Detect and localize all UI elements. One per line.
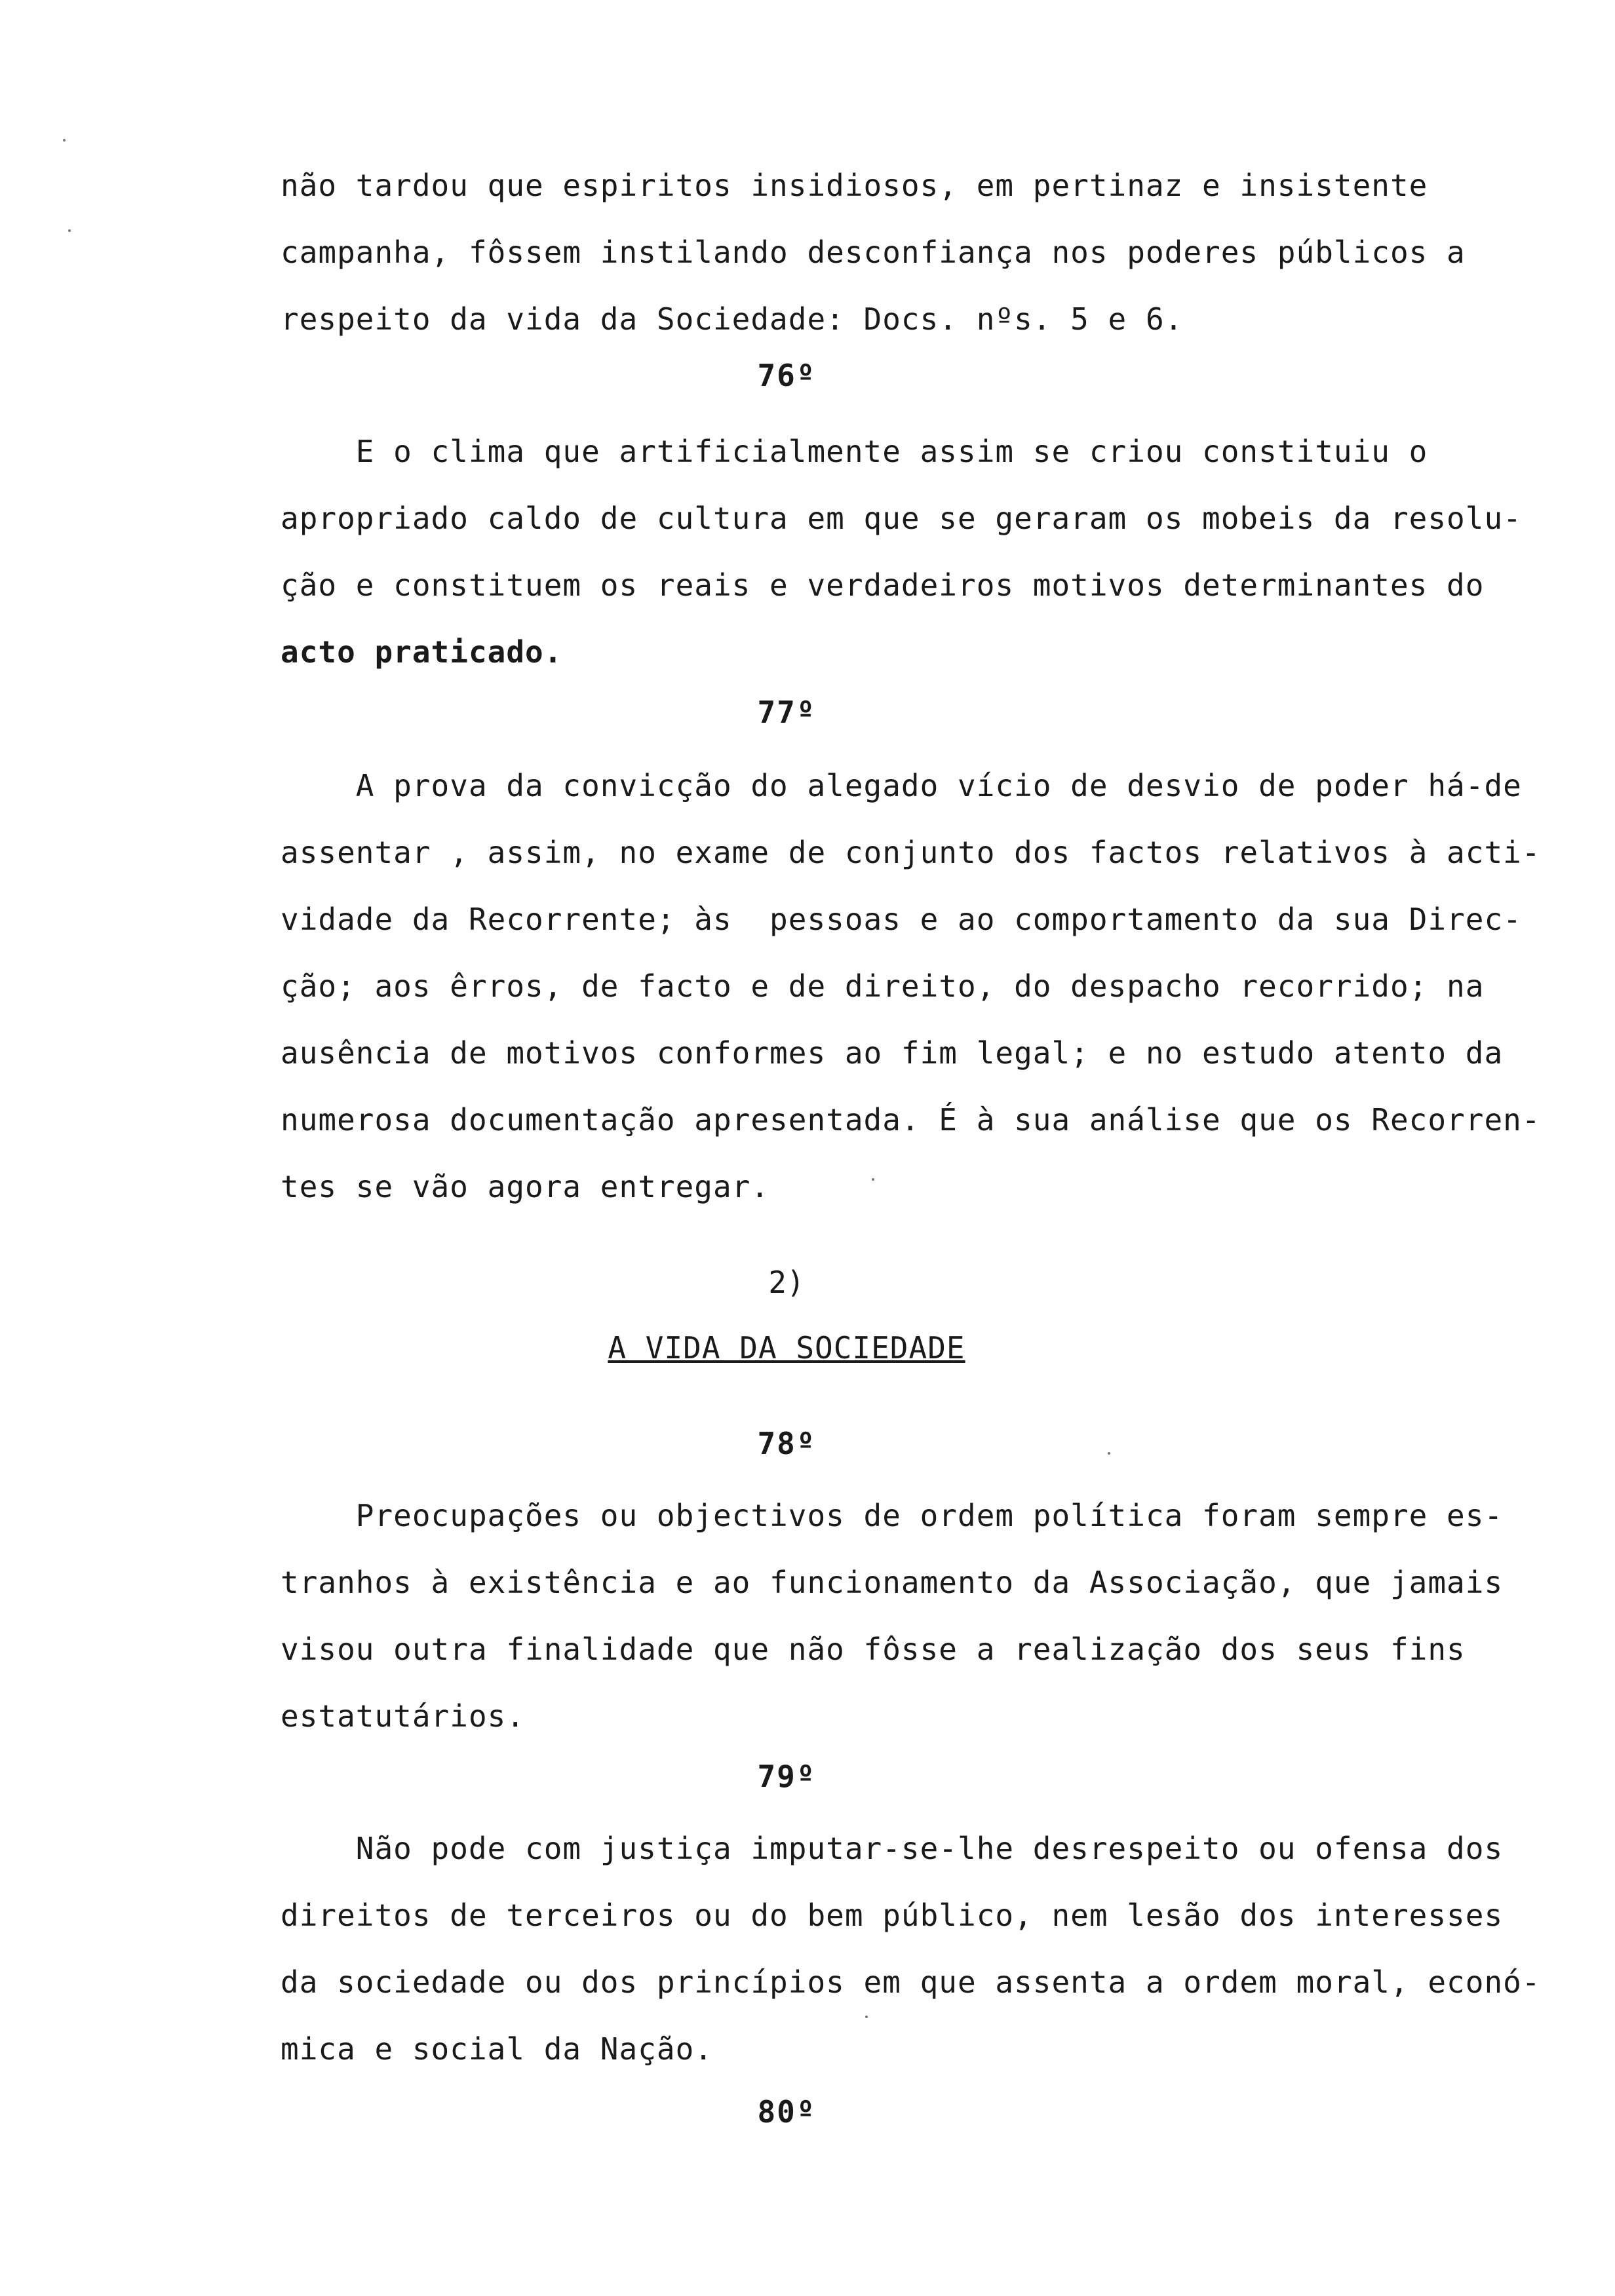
paragraph-number-79: 79º	[757, 1759, 816, 1794]
text-line: A prova da convicção do alegado vício de desvio de poder há-de	[281, 768, 1522, 803]
text-line: direitos de terceiros ou do bem público, nem lesão dos interesses	[281, 1898, 1504, 1933]
scan-speck	[1108, 1452, 1110, 1455]
text-line: ausência de motivos conformes ao fim legal; e no estudo atento da	[281, 1035, 1504, 1071]
paragraph-number-80: 80º	[757, 2094, 816, 2130]
text-line: respeito da vida da Sociedade: Docs. nºs. 5 e 6.	[281, 301, 1184, 337]
paragraph-75-continuation	[281, 152, 1585, 353]
text-line: campanha, fôssem instilando desconfiança nos poderes públicos a	[281, 235, 1466, 270]
paragraph-77	[281, 752, 1585, 1220]
scan-speck	[63, 139, 66, 142]
text-line: visou outra finalidade que não fôsse a realização dos seus fins	[281, 1632, 1466, 1667]
text-line: tes se vão agora entregar.	[281, 1169, 770, 1204]
text-line: numerosa documentação apresentada. É à sua análise que os Recorren-	[281, 1102, 1541, 1138]
text-line: assentar , assim, no exame de conjunto dos factos relativos à acti-	[281, 835, 1541, 870]
section-number: 2)	[768, 1265, 805, 1300]
text-line: tranhos à existência e ao funcionamento da Associação, que jamais	[281, 1565, 1504, 1600]
text-line: E o clima que artificialmente assim se criou constituiu o	[281, 434, 1428, 469]
text-line: vidade da Recorrente; às pessoas e ao comportamento da sua Direc-	[281, 902, 1522, 937]
section-title: A VIDA DA SOCIEDADE	[608, 1330, 965, 1366]
text-line: acto praticado.	[281, 634, 563, 670]
text-line: mica e social da Nação.	[281, 2031, 713, 2067]
text-line: ção; aos êrros, de facto e de direito, do despacho recorrido; na	[281, 968, 1485, 1004]
paragraph-number-77: 77º	[757, 695, 816, 730]
paragraph-number-78: 78º	[757, 1426, 816, 1461]
text-line: da sociedade ou dos princípios em que assenta a ordem moral, econó-	[281, 1964, 1541, 2000]
text-line: ção e constituem os reais e verdadeiros motivos determinantes do	[281, 567, 1485, 603]
paragraph-76	[281, 418, 1585, 685]
scan-speck	[872, 1178, 874, 1181]
text-line: Não pode com justiça imputar-se-lhe desrespeito ou ofensa dos	[281, 1831, 1504, 1866]
paragraph-79	[281, 1815, 1585, 2082]
text-line: estatutários.	[281, 1698, 526, 1734]
scan-speck	[865, 2016, 868, 2018]
text-line: Preocupações ou objectivos de ordem política foram sempre es-	[281, 1498, 1504, 1533]
scan-speck	[68, 229, 71, 232]
text-line: apropriado caldo de cultura em que se geraram os mobeis da resolu-	[281, 501, 1522, 536]
text-line: não tardou que espiritos insidiosos, em pertinaz e insistente	[281, 168, 1428, 203]
paragraph-number-76: 76º	[757, 358, 816, 393]
paragraph-78	[281, 1482, 1585, 1750]
